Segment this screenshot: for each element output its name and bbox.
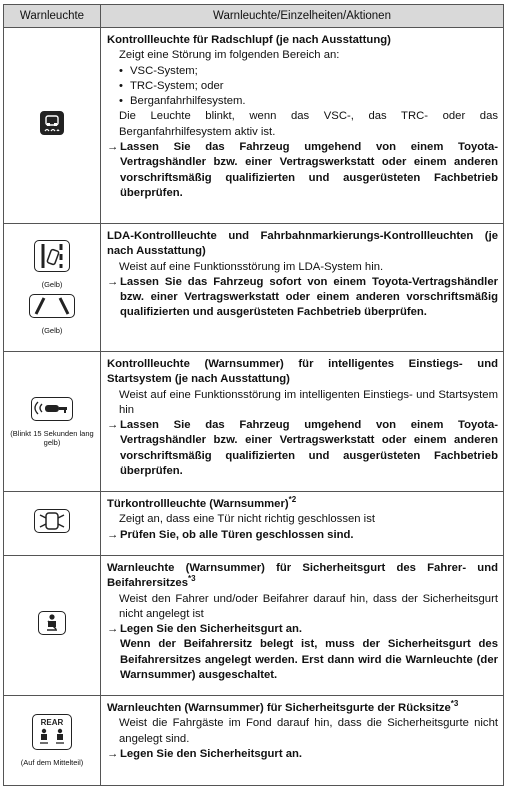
arrow-icon: → [107, 623, 119, 636]
description-cell [101, 352, 504, 492]
table-row [4, 556, 504, 696]
row-text: Weist die Fahrgäste im Fond darauf hin, dass die Sicherheitsgurte nicht angelegt sind. [119, 717, 498, 745]
action-text: Prüfen Sie, ob alle Türen geschlossen sind. [120, 528, 354, 541]
description-cell [101, 28, 504, 224]
action [107, 275, 498, 321]
list-item: • Berganfahrhilfesystem. [107, 94, 498, 109]
icon-cell [4, 28, 101, 224]
lda-indicator-icon [34, 240, 70, 272]
row-text: Die Leuchte blinkt, wenn das VSC-, das TRC- oder das Berganfahrhilfesystem aktiv ist. [119, 110, 498, 138]
list-item: • VSC-System; [107, 64, 498, 79]
arrow-icon: → [107, 275, 119, 288]
action [107, 622, 498, 683]
row-text: Weist den Fahrer und/oder Beifahrer darauf hin, dass der Sicherheitsgurt nicht angelegt ist [119, 592, 498, 620]
header-details: Warnleuchte/Einzelheiten/Aktionen [101, 5, 504, 28]
icon-cell [4, 224, 101, 352]
action-text: Lassen Sie das Fahrzeug sofort von einem Toyota-Vertragshändler bzw. einer Vertragswerkstatt oder einem anderen vorschriftsmäßig qualifizierten und ausgerüsteten Fachbetrieb überprüfen. [120, 275, 498, 319]
icon-caption: (Blinkt 15 Sekunden lang gelb) [10, 428, 94, 447]
action [107, 140, 498, 201]
row-title: Kontrollleuchte für Radschlupf (je nach Ausstattung) [107, 34, 391, 46]
row-title: Türkontrollleuchte (Warnsummer)$^{*2}$ [107, 495, 297, 510]
smart-key-indicator-icon [31, 397, 73, 421]
row-title: LDA-Kontrollleuchte und Fahrbahnmarkierungs-Kontrollleuchten (je nach Ausstattung) [107, 230, 498, 258]
list-item: • TRC-System; oder [107, 79, 498, 94]
table-row [4, 224, 504, 352]
arrow-icon: → [107, 747, 119, 760]
action-text: Legen Sie den Sicherheitsgurt an. [120, 747, 303, 760]
row-text: Weist auf eine Funktionsstörung im intelligenten Einstiegs- und Startsystem hin [119, 388, 498, 416]
icon-caption: (Gelb) [41, 326, 63, 335]
table-row [4, 492, 504, 556]
footnote-mark: *3 [450, 699, 459, 709]
arrow-icon: → [107, 419, 119, 432]
rear-seatbelt-icon [32, 714, 72, 750]
icon-cell [4, 556, 101, 696]
table-row [4, 28, 504, 224]
row-text: Weist auf eine Funktionsstörung im LDA-System hin. [119, 260, 384, 273]
row-text: Zeigt an, dass eine Tür nicht richtig geschlossen ist [119, 513, 375, 526]
warning-light-table [3, 4, 504, 786]
icon-cell [4, 352, 101, 492]
door-open-icon [34, 509, 70, 533]
row-text: Zeigt eine Störung im folgenden Bereich an: [119, 49, 340, 62]
action [107, 528, 498, 543]
footnote-mark: *3 [188, 574, 196, 584]
icon-caption: (Gelb) [41, 280, 63, 289]
icon-cell [4, 492, 101, 556]
description-cell [101, 224, 504, 352]
table-row [4, 352, 504, 492]
skid-indicator-icon [40, 111, 64, 135]
table-row [4, 696, 504, 786]
arrow-icon: → [107, 528, 119, 541]
action [107, 747, 498, 762]
row-title: Kontrollleuchte (Warnsummer) für intelligentes Einstiegs- und Startsystem (je nach Ausstattung) [107, 358, 498, 386]
icon-cell [4, 696, 101, 786]
action [107, 418, 498, 479]
row-title: Warnleuchte (Warnsummer) für Sicherheitsgurt des Fahrer- und Beifahrersitzes$^{*3}$ [107, 562, 498, 590]
header-warning-light: Warnleuchte [4, 5, 101, 28]
description-cell [101, 556, 504, 696]
description-cell [101, 696, 504, 786]
rear-label: REAR [40, 718, 64, 727]
description-cell [101, 492, 504, 556]
arrow-icon: → [107, 141, 119, 154]
action-text: Legen Sie den Sicherheitsgurt an. Wenn der Beifahrersitz belegt ist, muss der Sicherheitsgurt des Beifahrersitzes angelegt werden. Erst dann wird die Warnleuchte (der Warnsummer) ausgeschaltet. [120, 623, 498, 682]
footnote-mark: *2 [288, 495, 297, 505]
row-title: Warnleuchten (Warnsummer) für Sicherheitsgurte der Rücksitze$^{*3}$ [107, 699, 459, 714]
icon-caption: (Auf dem Mittelteil) [20, 758, 84, 767]
lane-marker-icon [29, 294, 75, 318]
seatbelt-icon [38, 611, 66, 635]
action-text: Lassen Sie das Fahrzeug umgehend von einem Toyota-Vertragshändler bzw. einer Vertragswerkstatt oder einem anderen vorschriftsmäßig qualifizierten und ausgerüsteten Fachbetrieb überprüfen. [120, 141, 498, 199]
action-text: Lassen Sie das Fahrzeug umgehend von einem Toyota-Vertragshändler bzw. einer Vertragswerkstatt oder einem anderen vorschriftsmäßig qualifizierten und ausgerüsteten Fachbetrieb überprüfen. [120, 419, 498, 478]
